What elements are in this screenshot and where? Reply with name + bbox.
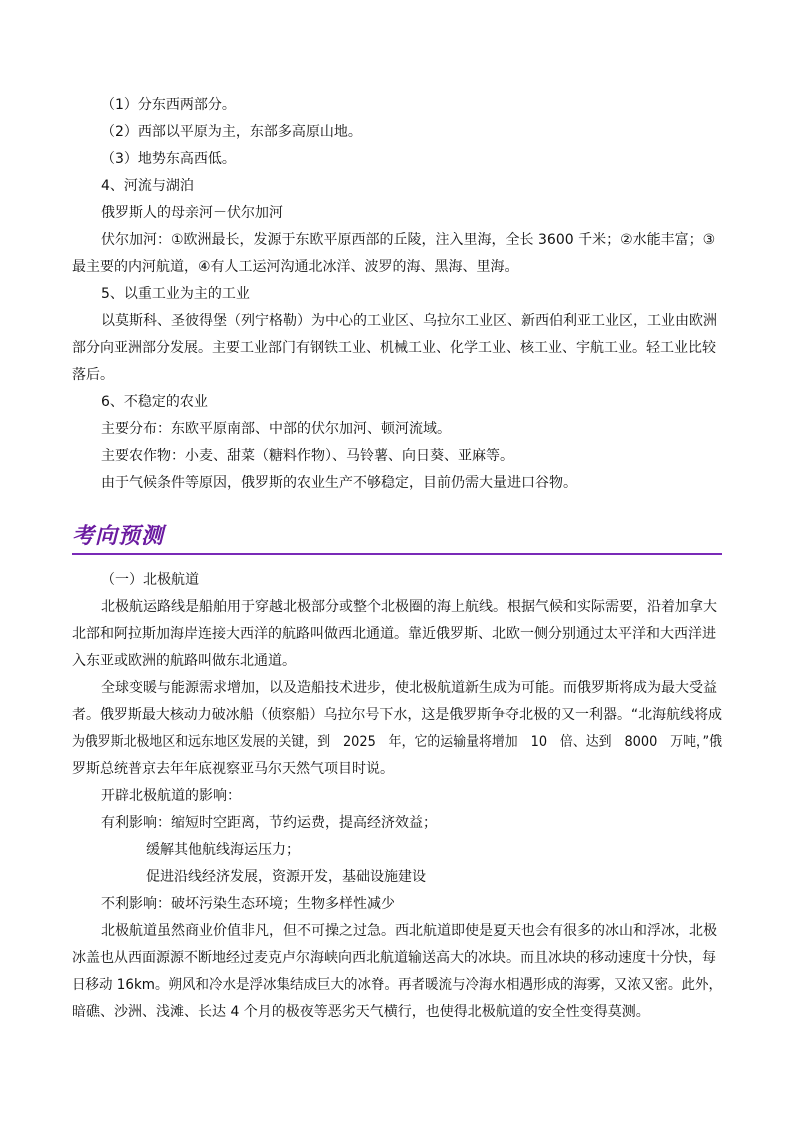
industry-line-2: 部分向亚洲部分发展。主要工业部门有钢铁工业、机械工业、化学工业、核工业、宇航工业。轻工业比较 bbox=[72, 340, 716, 356]
industry-line-3: 落后。 bbox=[72, 367, 114, 383]
arctic-para3-line1: 北极航道虽然商业价值非凡，但不可操之过急。西北航道即使是夏天也会有很多的冰山和浮冰，北极 bbox=[101, 923, 717, 939]
volga-line-2: 最主要的内河航道，④有人工运河沟通北冰洋、波罗的海、黑海、里海。 bbox=[72, 259, 519, 275]
positive-impact-1: 有利影响：缩短时空距离，节约运费，提高经济效益； bbox=[101, 815, 437, 831]
volga-line-1: 伏尔加河：①欧洲最长，发源于东欧平原西部的丘陵，注入里海，全长 3600 千米；②水能丰富；③ bbox=[101, 232, 716, 248]
arctic-para3-line3: 日移动 16km。朔风和冷水是浮冰集结成巨大的冰脊。再者暖流与冷海水相遇形成的海雾，又浓又密。此外， bbox=[72, 977, 723, 993]
arctic-para2-line1: 全球变暖与能源需求增加，以及造船技术进步，使北极航道新生成为可能。而俄罗斯将成为最大受益 bbox=[101, 680, 717, 696]
impact-title: 开辟北极航道的影响： bbox=[101, 788, 241, 804]
agri-crops: 主要农作物：小麦、甜菜（糖料作物）、马铃薯、向日葵、亚麻等。 bbox=[101, 448, 514, 464]
industry-line-1: 以莫斯科、圣彼得堡（列宁格勒）为中心的工业区、乌拉尔工业区、新西伯利亚工业区，工业由欧洲 bbox=[101, 313, 717, 329]
section-heading bbox=[72, 507, 722, 567]
agri-note: 由于气候条件等原因，俄罗斯的农业生产不够稳定，目前仍需大量进口谷物。 bbox=[101, 475, 577, 491]
arctic-para3-line2: 冰盖也从西面源源不断地经过麦克卢尔海峡向西北航道输送高大的冰块。而且冰块的移动速度十分快，每 bbox=[72, 950, 716, 966]
positive-impact-3: 促进沿线经济发展，资源开发，基础设施建设 bbox=[146, 869, 426, 885]
arctic-para2-line4: 罗斯总统普京去年年底视察亚马尔天然气项目时说。 bbox=[72, 761, 394, 777]
arctic-para1-line1: 北极航运路线是船舶用于穿越北极部分或整个北极圈的海上航线。根据气候和实际需要，沿着加拿大 bbox=[101, 599, 717, 615]
arctic-para2-line2: 者。俄罗斯最大核动力破冰船（侦察船）乌拉尔号下水，这是俄罗斯争夺北极的又一利器。“北海航线将成 bbox=[72, 707, 723, 723]
heading-industry: 5、以重工业为主的工业 bbox=[101, 286, 250, 302]
terrain-point-3: （3）地势东高西低。 bbox=[101, 151, 236, 167]
terrain-point-1: （1）分东西两部分。 bbox=[101, 97, 236, 113]
page-content bbox=[72, 92, 722, 1026]
terrain-point-2: （2）西部以平原为主，东部多高原山地。 bbox=[101, 124, 362, 140]
positive-impact-2: 缓解其他航线海运压力； bbox=[146, 842, 300, 858]
negative-impact: 不利影响：破坏污染生态环境；生物多样性减少 bbox=[101, 896, 395, 912]
section-title: 考向预测 bbox=[72, 524, 165, 549]
heading-rivers-lakes: 4、河流与湖泊 bbox=[101, 178, 194, 194]
subheading-arctic-route: （一）北极航道 bbox=[101, 572, 199, 588]
arctic-para1-line2: 北部和阿拉斯加海岸连接大西洋的航路叫做西北通道。靠近俄罗斯、北欧一侧分别通过太平洋和大西洋进 bbox=[72, 626, 716, 642]
arctic-para2-line3: 为俄罗斯北极地区和远东地区发展的关键，到 2025 年，它的运输量将增加 10 倍、达到 8000 万吨，”俄 bbox=[72, 734, 723, 750]
arctic-para1-line3: 入东亚或欧洲的航路叫做东北通道。 bbox=[72, 653, 296, 669]
agri-distribution: 主要分布：东欧平原南部、中部的伏尔加河、顿河流域。 bbox=[101, 421, 451, 437]
arctic-para3-line4: 暗礁、沙洲、浅滩、长达 4 个月的极夜等恶劣天气横行，也使得北极航道的安全性变得莫测。 bbox=[72, 1004, 650, 1020]
river-title: 俄罗斯人的母亲河－伏尔加河 bbox=[101, 205, 283, 221]
heading-agriculture: 6、不稳定的农业 bbox=[101, 394, 208, 410]
section-divider bbox=[72, 553, 722, 555]
